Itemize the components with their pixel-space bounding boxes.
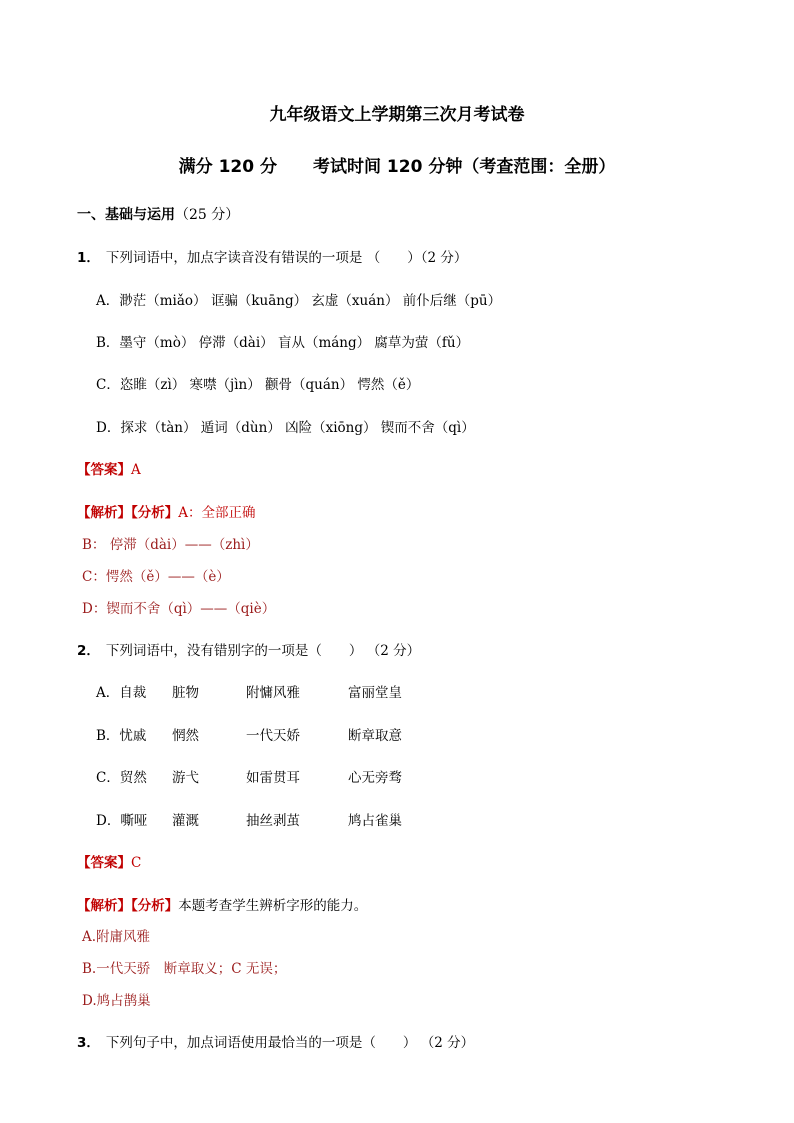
option-term: 鸠占雀巢 [348,813,402,829]
answer-label: 【答案】 [77,855,131,871]
q2-option-d [96,809,402,829]
q1-note-b: B： 停滞（dài）——（zhì） [82,537,259,553]
q1-note-d: D：锲而不舍（qì）——（qiè） [82,601,276,617]
q1-note-c: C：愕然（ě）——（è） [82,569,230,585]
option-term: 附慵风雅 [246,685,300,701]
answer-value: A [131,462,141,478]
answer-value: C [131,855,142,871]
question-number: 2． [77,643,100,659]
q2-option-b [96,724,402,744]
q1-answer [77,458,141,478]
option-term: 灌溉 [172,813,199,829]
exam-time: 考试时间 120 分钟（考查范围：全册） [313,157,616,177]
q1-option-b: B．墨守（mò） 停滞（dài） 盲从（máng） 腐草为萤（fǔ） [96,335,470,351]
q2-note-d: D.鸠占鹊巢 [82,993,151,1009]
question-stem: 下列词语中，没有错别字的一项是（ ） （2 分） [105,643,421,659]
answer-label: 【答案】 [77,462,131,478]
option-term: C．贸然 [96,770,147,786]
q2-answer [77,851,141,871]
analysis-label: 【解析】【分析】 [77,898,179,914]
option-term: 如雷贯耳 [246,770,300,786]
option-term: 脏物 [172,685,199,701]
q2-option-a [96,681,402,701]
question-number: 1． [77,250,100,266]
option-term: B．忧戚 [96,728,147,744]
option-term: 抽丝剥茧 [246,813,300,829]
question-3 [77,1031,474,1051]
q1-option-a: A．渺茫（miǎo） 诓骗（kuāng） 玄虚（xuán） 前仆后继（pū） [96,293,502,309]
question-stem: 下列句子中，加点词语使用最恰当的一项是（ ） （2 分） [105,1035,475,1051]
q1-option-d: D．探求（tàn） 遁词（dùn） 凶险（xiōng） 锲而不舍（qì） [96,420,475,436]
q2-option-c [96,766,402,786]
q2-analysis [77,894,367,914]
section-label: 一、基础与运用 [77,207,175,223]
q2-note-a: A.附庸风雅 [82,929,151,945]
analysis-text: 本题考查学生辨析字形的能力。 [178,898,368,914]
section-heading [77,204,239,224]
option-term: A．自裁 [96,685,147,701]
option-term: 一代天娇 [246,728,300,744]
analysis-text: A：全部正确 [178,505,256,521]
q2-note-b: B.一代天骄 断章取义；C 无误； [82,961,287,977]
option-term: 心无旁骛 [348,770,402,786]
option-term: D．嘶哑 [96,813,148,829]
question-1 [77,246,467,266]
option-term: 断章取意 [348,728,402,744]
section-points: （25 分） [175,207,240,223]
exam-title: 九年级语文上学期第三次月考试卷 [269,105,525,125]
question-number: 3． [77,1035,100,1051]
exam-subtitle [0,152,794,177]
question-2 [77,639,420,659]
question-stem: 下列词语中，加点字读音没有错误的一项是 （ ）（2 分） [105,250,468,266]
q1-option-c: C．恣睢（zì） 寒噤（jìn） 颧骨（quán） 愕然（ě） [96,377,420,393]
q1-analysis [77,501,256,521]
option-term: 富丽堂皇 [348,685,402,701]
option-term: 游弋 [172,770,199,786]
analysis-label: 【解析】【分析】 [77,505,179,521]
option-term: 惘然 [172,728,199,744]
full-score: 满分 120 分 [178,157,277,177]
